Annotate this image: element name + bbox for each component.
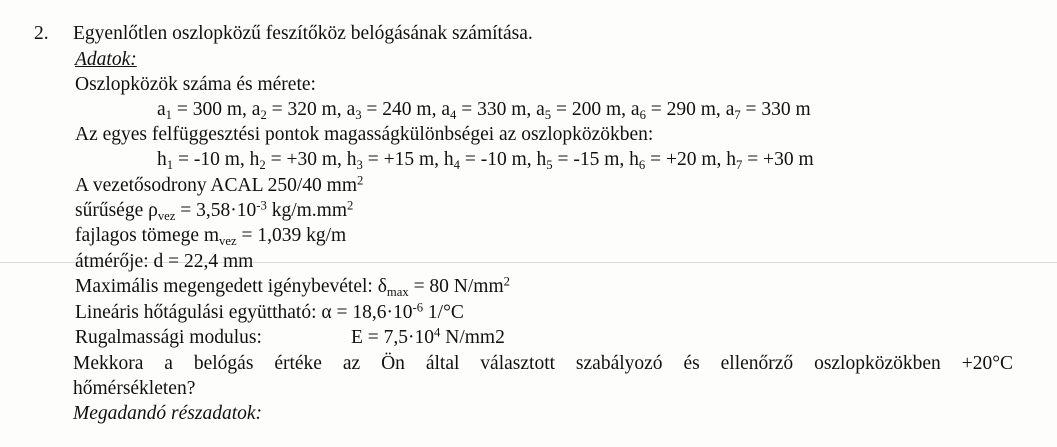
spans-list bbox=[157, 98, 811, 122]
span-length-value: = 330 m bbox=[740, 99, 811, 120]
mass-pre: fajlagos tömege m bbox=[75, 225, 220, 246]
span-length-value: = 200 m, bbox=[551, 99, 631, 120]
height-difference-index: 7 bbox=[736, 157, 743, 172]
density-mid: = 3,58·10 bbox=[175, 200, 257, 221]
span-length-index: 4 bbox=[450, 107, 457, 122]
max-stress bbox=[75, 275, 510, 299]
height-difference-index: 1 bbox=[166, 157, 174, 172]
density bbox=[75, 199, 353, 223]
partial-data-heading: Megadandó részadatok: bbox=[73, 403, 263, 424]
heights-list bbox=[157, 148, 814, 172]
density-exp: -3 bbox=[256, 198, 267, 213]
expansion-pre: Lineáris hőtágulási együttható: α = 18,6·10 bbox=[75, 302, 413, 323]
data-heading: Adatok: bbox=[75, 49, 137, 70]
modulus-post: N/mm2 bbox=[440, 327, 505, 348]
stress-pre: Maximális megengedett igénybevétel: δ bbox=[75, 276, 387, 297]
conductor-type bbox=[75, 174, 363, 198]
modulus-sup: 4 bbox=[434, 325, 441, 340]
density-pre: sűrűsége ρ bbox=[75, 200, 158, 221]
specific-mass bbox=[75, 224, 346, 248]
spans-label: Oszlopközök száma és mérete: bbox=[75, 74, 316, 95]
height-difference-symbol: h bbox=[249, 149, 260, 170]
height-difference-value: = -10 m, bbox=[459, 149, 537, 170]
conductor-text: A vezetősodrony ACAL 250/40 mm bbox=[75, 175, 358, 196]
thermal-expansion bbox=[75, 301, 464, 325]
span-length-symbol: a bbox=[630, 99, 640, 120]
height-difference-symbol: h bbox=[536, 149, 547, 170]
height-difference-symbol: h bbox=[346, 149, 357, 170]
diameter: átmérője: d = 22,4 mm bbox=[75, 251, 254, 272]
conductor-sup: 2 bbox=[357, 173, 364, 188]
span-length-symbol: a bbox=[725, 99, 735, 120]
height-difference-value: = -10 m, bbox=[173, 149, 250, 170]
height-difference-index: 3 bbox=[356, 157, 363, 172]
height-difference-index: 5 bbox=[546, 157, 553, 172]
span-length-value: = 240 m, bbox=[361, 99, 442, 120]
height-difference-value: = +30 m, bbox=[265, 149, 347, 170]
stress-sup: 2 bbox=[503, 274, 510, 289]
height-difference-value: = +20 m, bbox=[645, 149, 727, 170]
span-length-symbol: a bbox=[441, 99, 450, 120]
span-length-index: 5 bbox=[544, 107, 552, 122]
span-length-symbol: a bbox=[157, 99, 166, 120]
span-length-index: 7 bbox=[734, 107, 741, 122]
span-length-index: 1 bbox=[165, 107, 172, 122]
span-length-symbol: a bbox=[251, 99, 261, 120]
height-difference-symbol: h bbox=[629, 149, 639, 170]
height-difference-index: 4 bbox=[453, 157, 460, 172]
height-difference-value: = +30 m bbox=[742, 149, 814, 170]
height-difference-value: = -15 m, bbox=[552, 149, 630, 170]
mass-post: = 1,039 kg/m bbox=[236, 225, 347, 246]
span-length-value: = 300 m, bbox=[171, 99, 252, 120]
expansion-post: 1/°C bbox=[423, 302, 464, 323]
span-length-value: = 320 m, bbox=[266, 99, 347, 120]
density-post: kg/m.mm bbox=[266, 200, 348, 221]
span-length-value: = 290 m, bbox=[645, 99, 726, 120]
height-difference-index: 6 bbox=[638, 157, 646, 172]
height-difference-value: = +15 m, bbox=[362, 149, 444, 170]
height-difference-index: 2 bbox=[259, 157, 266, 172]
span-length-symbol: a bbox=[536, 99, 545, 120]
density-sub: vez bbox=[157, 208, 176, 223]
elastic-modulus-value bbox=[351, 326, 505, 350]
elastic-modulus-label: Rugalmassági modulus: bbox=[75, 327, 262, 348]
height-difference-symbol: h bbox=[157, 149, 167, 170]
exercise-number: 2. bbox=[34, 23, 49, 44]
height-difference-symbol: h bbox=[726, 149, 736, 170]
question-line-2: hőmérsékleten? bbox=[73, 378, 196, 399]
mass-sub: vez bbox=[219, 233, 237, 248]
span-length-index: 2 bbox=[260, 107, 267, 122]
height-difference-symbol: h bbox=[443, 149, 454, 170]
stress-sub: max bbox=[386, 284, 409, 299]
exercise-title: Egyenlőtlen oszlopközű feszítőköz belógásának számítása. bbox=[73, 23, 533, 44]
modulus-pre: E = 7,5·10 bbox=[351, 327, 435, 348]
span-length-symbol: a bbox=[346, 99, 356, 120]
heights-label: Az egyes felfüggesztési pontok magasságkülönbségei az oszlopközökben: bbox=[75, 124, 654, 145]
question-line-1: Mekkora a belógás értéke az Ön által választott szabályozó és ellenőrző oszlopközökben +20°C bbox=[73, 353, 1013, 374]
density-unit-sup: 2 bbox=[347, 198, 354, 213]
expansion-sup: -6 bbox=[412, 300, 424, 315]
span-length-value: = 330 m, bbox=[456, 99, 537, 120]
stress-post: = 80 N/mm bbox=[408, 276, 504, 297]
span-length-index: 6 bbox=[639, 107, 646, 122]
span-length-index: 3 bbox=[355, 107, 362, 122]
